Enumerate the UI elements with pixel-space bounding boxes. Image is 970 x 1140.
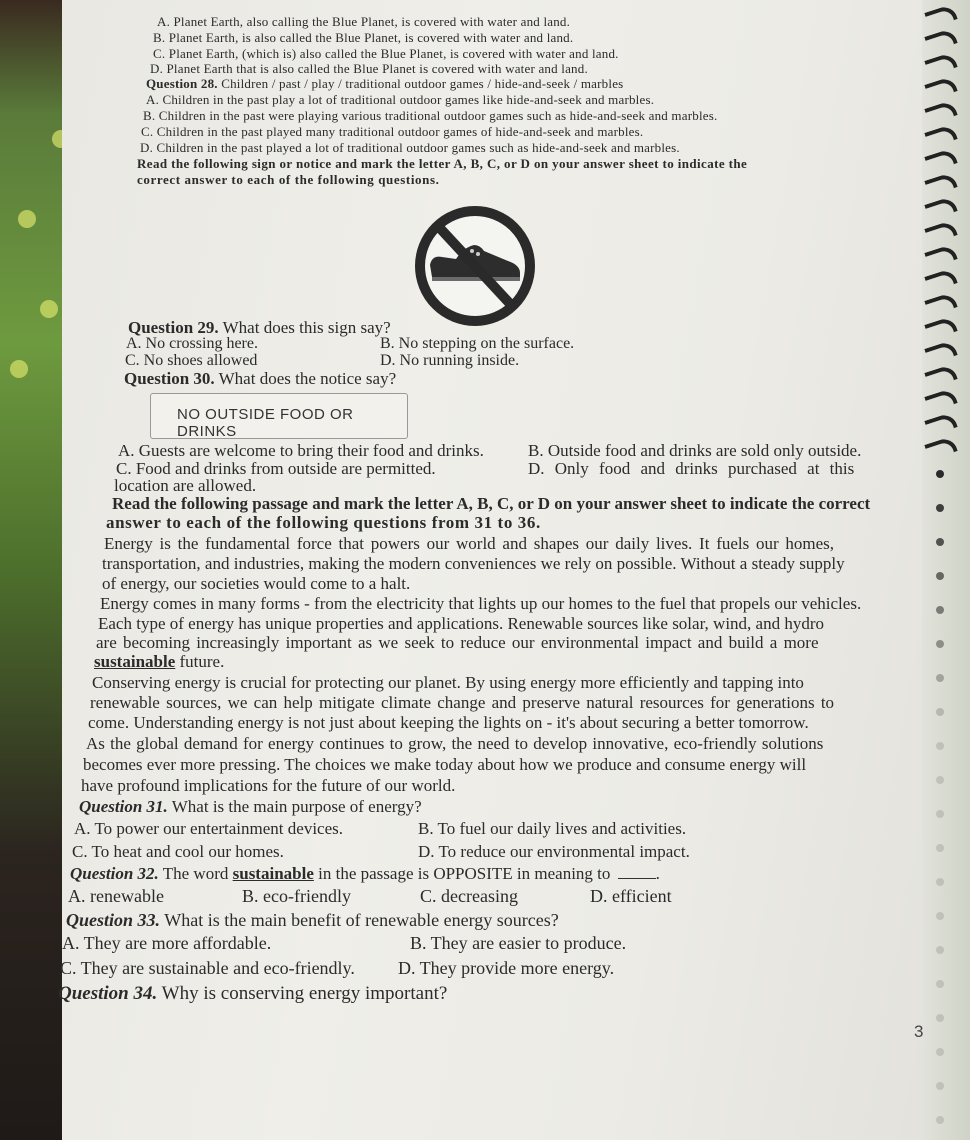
q33-label: Question 33. xyxy=(66,910,161,930)
q29-label: Question 29. xyxy=(128,318,219,337)
spiral-hole xyxy=(936,844,944,852)
passage-p3-line2: renewable sources, we can help mitigate climate change and preserve natural resources for generations to xyxy=(90,693,835,712)
answer-blank xyxy=(618,878,656,879)
spiral-hole xyxy=(936,572,944,580)
spiral-hole xyxy=(936,1082,944,1090)
q34-prompt: Why is conserving energy important? xyxy=(161,983,448,1004)
spiral-hole xyxy=(936,1014,944,1022)
spiral-ring xyxy=(924,4,957,28)
spiral-hole xyxy=(936,912,944,920)
spiral-hole xyxy=(936,1048,944,1056)
q32-prompt-after: in the passage is OPPOSITE in meaning to xyxy=(313,864,611,883)
spiral-hole xyxy=(936,606,944,614)
sustainable-word: sustainable xyxy=(94,652,176,671)
q29-option-c: C. No shoes allowed xyxy=(125,352,258,369)
passage-p4-line3: have profound implications for the future of our world. xyxy=(81,776,456,795)
q27-option-c: C. Planet Earth, (which is) also called the Blue Planet, is covered with water and land. xyxy=(153,46,619,61)
passage-p4-line1: As the global demand for energy continues to grow, the need to develop innovative, eco-friendly solutions xyxy=(86,734,824,753)
q29-option-a: A. No crossing here. xyxy=(126,335,258,352)
q32-option-a: A. renewable xyxy=(68,886,164,906)
q32-option-b: B. eco-friendly xyxy=(242,886,351,906)
passage-p2-line4 xyxy=(94,652,224,672)
q32-question xyxy=(70,864,660,884)
spiral-ring xyxy=(924,148,957,172)
spiral-hole xyxy=(936,776,944,784)
q29-option-b: B. No stepping on the surface. xyxy=(380,335,575,352)
q31-option-b: B. To fuel our daily lives and activities. xyxy=(418,819,687,838)
spiral-hole xyxy=(936,1116,944,1124)
q33-option-d: D. They provide more energy. xyxy=(398,958,615,978)
q28-option-a: A. Children in the past play a lot of traditional outdoor games like hide-and-seek and marbles. xyxy=(146,92,655,107)
q31-question xyxy=(79,797,422,817)
spiral-hole xyxy=(936,810,944,818)
q32-option-c: C. decreasing xyxy=(420,886,518,906)
q30-label: Question 30. xyxy=(124,369,215,388)
q33-option-b: B. They are easier to produce. xyxy=(410,933,627,953)
spiral-hole xyxy=(936,980,944,988)
spiral-ring xyxy=(924,196,957,220)
q31-option-c: C. To heat and cool our homes. xyxy=(72,842,284,861)
q32-prompt-before: The word xyxy=(162,864,233,883)
spiral-hole xyxy=(936,504,944,512)
q28-option-d: D. Children in the past played a lot of traditional outdoor games such as hide-and-seek and marbles. xyxy=(140,140,680,155)
q28-label: Question 28. xyxy=(146,76,218,91)
spiral-ring xyxy=(924,268,957,292)
notice-board xyxy=(150,393,408,439)
passage-p2-line2: Each type of energy has unique properties and applications. Renewable sources like solar, wind, and hydro xyxy=(98,614,825,633)
spiral-hole xyxy=(936,946,944,954)
passage-p2-end: future. xyxy=(175,652,225,671)
q31-label: Question 31. xyxy=(79,797,168,816)
spiral-ring xyxy=(924,364,957,388)
q30-option-c: C. Food and drinks from outside are permitted. xyxy=(116,459,436,478)
q30-option-b: B. Outside food and drinks are sold only outside. xyxy=(528,441,862,460)
passage-instruction-line2: answer to each of the following questions from 31 to 36. xyxy=(106,513,541,532)
q34-question xyxy=(58,984,447,1004)
spiral-ring xyxy=(924,100,957,124)
passage-instruction-line1: Read the following passage and mark the letter A, B, C, or D on your answer sheet to indicate the correct xyxy=(112,494,871,513)
q31-prompt: What is the main purpose of energy? xyxy=(171,797,422,816)
q33-question xyxy=(66,910,559,930)
passage-p3-line3: come. Understanding energy is not just about keeping the lights on - it's about securing a better tomorrow. xyxy=(88,713,809,732)
q27-option-b: B. Planet Earth, is also called the Blue Planet, is covered with water and land. xyxy=(153,30,574,45)
spiral-hole xyxy=(936,470,944,478)
q33-option-a: A. They are more affordable. xyxy=(62,933,272,953)
notice-text: NO OUTSIDE FOOD OR DRINKS xyxy=(177,406,354,440)
passage-p3-line1: Conserving energy is crucial for protecting our planet. By using energy more efficiently and tapping into xyxy=(92,673,804,692)
passage-p1-line1: Energy is the fundamental force that powers our world and shapes our daily lives. It fuels our homes, xyxy=(104,534,835,553)
spiral-ring xyxy=(924,172,957,196)
spiral-ring xyxy=(924,52,957,76)
q33-option-c: C. They are sustainable and eco-friendly. xyxy=(60,958,355,978)
q32-word: sustainable xyxy=(232,864,314,883)
q31-option-a: A. To power our entertainment devices. xyxy=(74,819,343,838)
spiral-ring xyxy=(924,388,957,412)
q30-question xyxy=(124,369,396,389)
spiral-hole xyxy=(936,742,944,750)
spiral-ring xyxy=(924,220,957,244)
q30-prompt: What does the notice say? xyxy=(218,369,397,388)
no-shoes-prohibition-icon xyxy=(412,203,538,329)
spiral-binding xyxy=(922,0,970,1140)
spiral-hole xyxy=(936,674,944,682)
q28-prompt: Children / past / play / traditional outdoor games / hide-and-seek / marbles xyxy=(221,76,624,91)
spiral-hole xyxy=(936,878,944,886)
q32-end: . xyxy=(655,864,660,883)
passage-p4-line2: becomes ever more pressing. The choices we make today about how we produce and consume energy will xyxy=(83,755,807,774)
spiral-ring xyxy=(924,316,957,340)
passage-p1-line3: of energy, our societies would come to a halt. xyxy=(102,574,411,593)
q33-prompt: What is the main benefit of renewable energy sources? xyxy=(164,910,559,930)
page-number: 3 xyxy=(914,1022,924,1041)
q31-option-d: D. To reduce our environmental impact. xyxy=(418,842,690,861)
passage-p1-line2: transportation, and industries, making the modern conveniences we rely on possible. Without a steady supply xyxy=(102,554,845,573)
spiral-ring xyxy=(924,244,957,268)
spiral-ring xyxy=(924,436,957,460)
sign-instruction-line2: correct answer to each of the following questions. xyxy=(137,172,440,187)
q27-option-d: D. Planet Earth that is also called the Blue Planet is covered with water and land. xyxy=(150,61,588,76)
q28-option-c: C. Children in the past played many traditional outdoor games of hide-and-seek and marbles. xyxy=(141,124,644,139)
q32-label: Question 32. xyxy=(70,864,159,883)
q29-prompt: What does this sign say? xyxy=(222,318,391,337)
q28-option-b: B. Children in the past were playing various traditional outdoor games such as hide-and-seek and marbles. xyxy=(143,108,718,123)
spiral-hole xyxy=(936,640,944,648)
spiral-hole xyxy=(936,538,944,546)
q30-option-d: D. Only food and drinks purchased at this xyxy=(528,459,855,478)
q30-option-d-cont: location are allowed. xyxy=(114,476,257,495)
spiral-ring xyxy=(924,76,957,100)
spiral-ring xyxy=(924,28,957,52)
q29-option-d: D. No running inside. xyxy=(380,352,520,369)
spiral-ring xyxy=(924,124,957,148)
passage-p2-line3: are becoming increasingly important as we seek to reduce our environmental impact and build a more xyxy=(96,633,819,652)
q30-option-a: A. Guests are welcome to bring their food and drinks. xyxy=(118,441,484,460)
spiral-ring xyxy=(924,340,957,364)
q27-option-a: A. Planet Earth, also calling the Blue Planet, is covered with water and land. xyxy=(157,14,571,29)
passage-p2-line1: Energy comes in many forms - from the electricity that lights up our homes to the fuel that propels our vehicles. xyxy=(100,594,862,613)
spiral-hole xyxy=(936,708,944,716)
sign-instruction-line1: Read the following sign or notice and mark the letter A, B, C, or D on your answer sheet to indicate the xyxy=(137,156,748,171)
spiral-ring xyxy=(924,412,957,436)
spiral-ring xyxy=(924,292,957,316)
q32-option-d: D. efficient xyxy=(590,886,672,906)
q34-label: Question 34. xyxy=(58,983,158,1004)
